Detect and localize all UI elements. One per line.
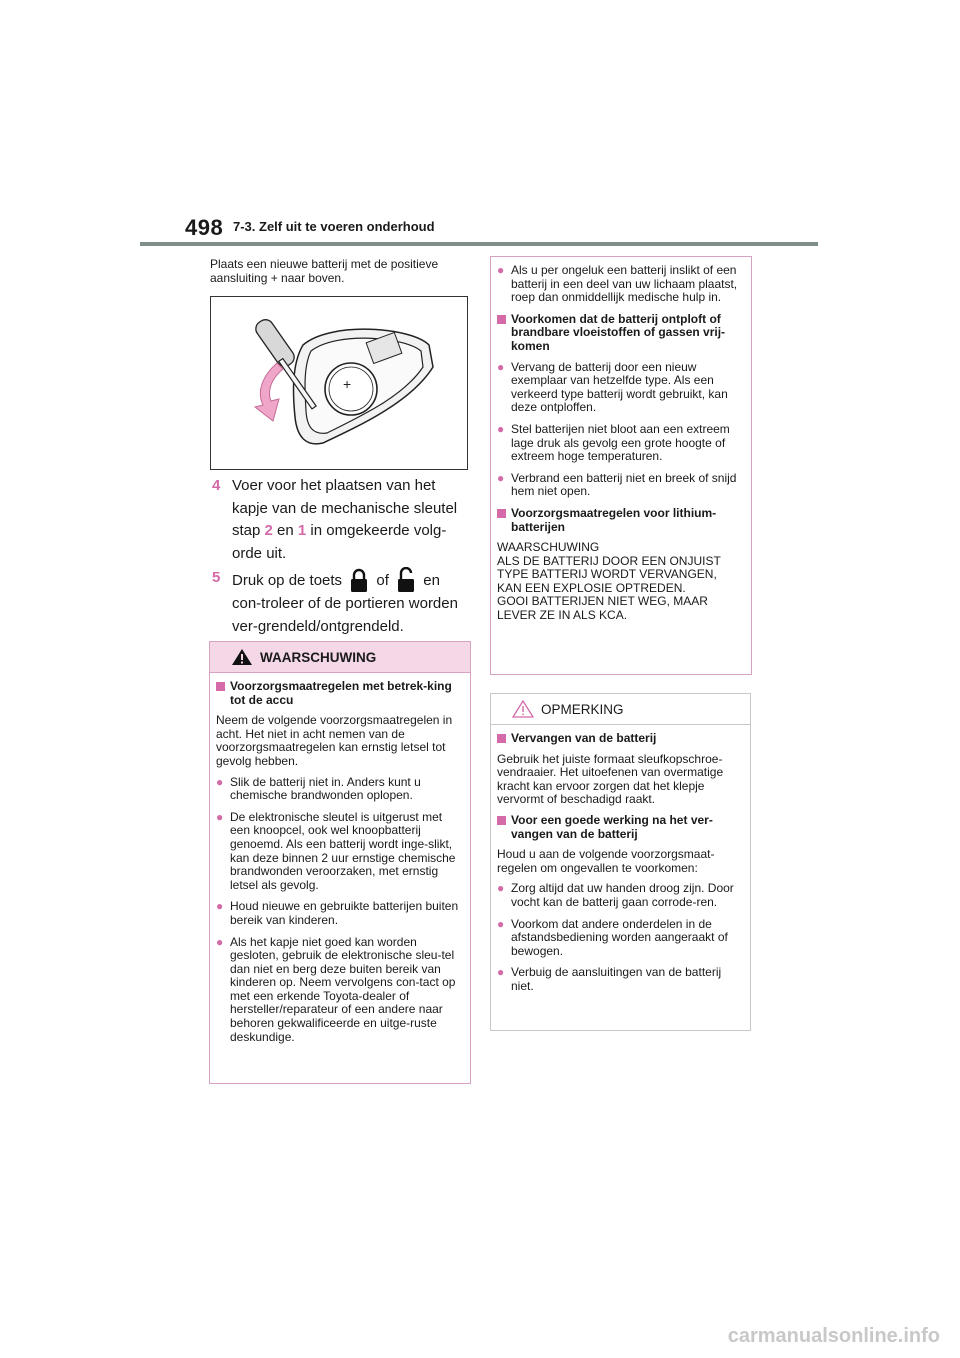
list-item: ● Zorg altijd dat uw handen droog zijn. Door vocht kan de batterij gaan corrode-ren. (497, 881, 734, 909)
list-item: ● Verbrand een batterij niet en breek of snijd hem niet open. (497, 470, 737, 499)
warning-header (210, 642, 470, 673)
step-text: en con-troleer of de portieren worden ver-grendeld/ontgrendeld. (232, 572, 458, 635)
header-rule (140, 242, 818, 246)
caps-line: KAN EEN EXPLOSIE OPTREDEN. (497, 580, 686, 595)
page-number: 498 (185, 215, 224, 240)
plus-sign: + (343, 376, 352, 392)
list-item: ● Slik de batterij niet in. Anders kunt u chemische brandwonden oplopen. (216, 774, 421, 803)
section-title: 7-3. Zelf uit te voeren onderhoud (233, 219, 435, 234)
warning-title: WAARSCHUWING (260, 650, 377, 665)
lock-icon (349, 567, 369, 593)
note-header (491, 694, 750, 725)
step-text: in omgekeerde volg-orde uit. (232, 522, 447, 562)
watermark: carmanualsonline.info (727, 1325, 940, 1347)
list-item: ● Verbuig de aansluitingen van de batterij niet. (497, 965, 722, 993)
paragraph: Houd u aan de volgende voorzorgsmaat-regelen om ongevallen te voorkomen: (497, 847, 715, 875)
caps-line: ALS DE BATTERIJ DOOR EEN ONJUIST (497, 553, 721, 568)
paragraph: Neem de volgende voorzorgsmaatregelen in acht. Het niet in acht nemen van de voorzorgsmaatregelen kan ernstig letsel tot gevolg hebben. (216, 713, 453, 768)
list-item: ● Als u per ongeluk een batterij inslikt of een batterij in een deel van uw lichaam plaatst, roep dan onmiddellijk medische hulp in. (497, 263, 738, 305)
step-4 (212, 475, 472, 565)
step-number: 5 (212, 569, 221, 586)
subheading: Vervangen van de batterij (497, 732, 743, 746)
warning-icon (231, 648, 253, 666)
subheading: Voorkomen dat de batterij ontploft of brandbare vloeistoffen of gassen vrij-komen (497, 313, 744, 354)
list-item: ● Stel batterijen niet bloot aan een extreem lage druk als gevolg een grote hoogte of extreem hoge temperaturen. (497, 421, 730, 464)
caps-line: LEVER ZE IN ALS KCA. (497, 608, 628, 623)
key-battery-illustration (211, 297, 467, 469)
caps-line: GOOI BATTERIJEN NIET WEG, MAAR (497, 594, 708, 609)
note-box (490, 693, 751, 1031)
step-text: en (277, 522, 294, 539)
caps-line: TYPE BATTERIJ WORDT VERVANGEN, (497, 567, 717, 582)
warning-box (209, 641, 471, 1084)
subheading: Voor een goede werking na het ver-vangen van de batterij (497, 814, 743, 841)
list-item: ● De elektronische sleutel is uitgerust met een knoopcel, ook wel knoopbatterij genoemd. Als een batterij wordt inge-slikt, kan deze binnen 2 uur ernstige chemische brandwonden veroorzaken, met ernstig letsel als gevolg. (216, 809, 456, 892)
list-item: ● Als het kapje niet goed kan worden gesloten, gebruik de elektronische sleu-tel dan niet en berg deze buiten bereik van kinderen op. Neem vervolgens con-tact op met een erkende Toyota-dealer of hersteller/reparateur of een andere naar behoren gekwalificeerde en uitge-ruste deskundige. (216, 934, 456, 1044)
list-item: ● Voorkom dat andere onderdelen in de afstandsbediening worden aangeraakt of bewogen. (497, 916, 728, 958)
warning-box-continued (490, 256, 752, 675)
step-number: 4 (212, 477, 221, 494)
step-ref-2: 2 (264, 522, 273, 539)
paragraph: Gebruik het juiste formaat sleufkopschroe-vendraaier. Het uitoefenen van overmatige kracht kan ervoor zorgen dat het klepje vervormt of beschadigd raakt. (497, 751, 724, 807)
step-text: of (376, 572, 389, 589)
note-title: OPMERKING (541, 702, 624, 717)
unlock-icon (396, 567, 416, 593)
step-text: Voer voor het plaatsen van het kapje van de mechanische sleutel stap (232, 477, 458, 539)
subheading: Voorzorgsmaatregelen met betrek-king tot de accu (216, 680, 463, 707)
subheading: Voorzorgsmaatregelen voor lithium-batterijen (497, 507, 744, 534)
list-item: ● Houd nieuwe en gebruikte batterijen buiten bereik van kinderen. (216, 899, 459, 927)
list-item: ● Vervang de batterij door een nieuw exemplaar van hetzelfde type. Als een verkeerd type batterij wordt gebruikt, kan deze ontploffen. (497, 359, 728, 415)
intro-text: Plaats een nieuwe batterij met de positieve aansluiting + naar boven. (210, 257, 439, 285)
step-ref-1: 1 (297, 522, 307, 539)
step-5 (212, 567, 472, 638)
step-text: Druk op de toets (232, 572, 343, 589)
caps-line: WAARSCHUWING (497, 540, 600, 555)
battery-replacement-figure (210, 296, 468, 470)
caution-icon (512, 700, 534, 718)
